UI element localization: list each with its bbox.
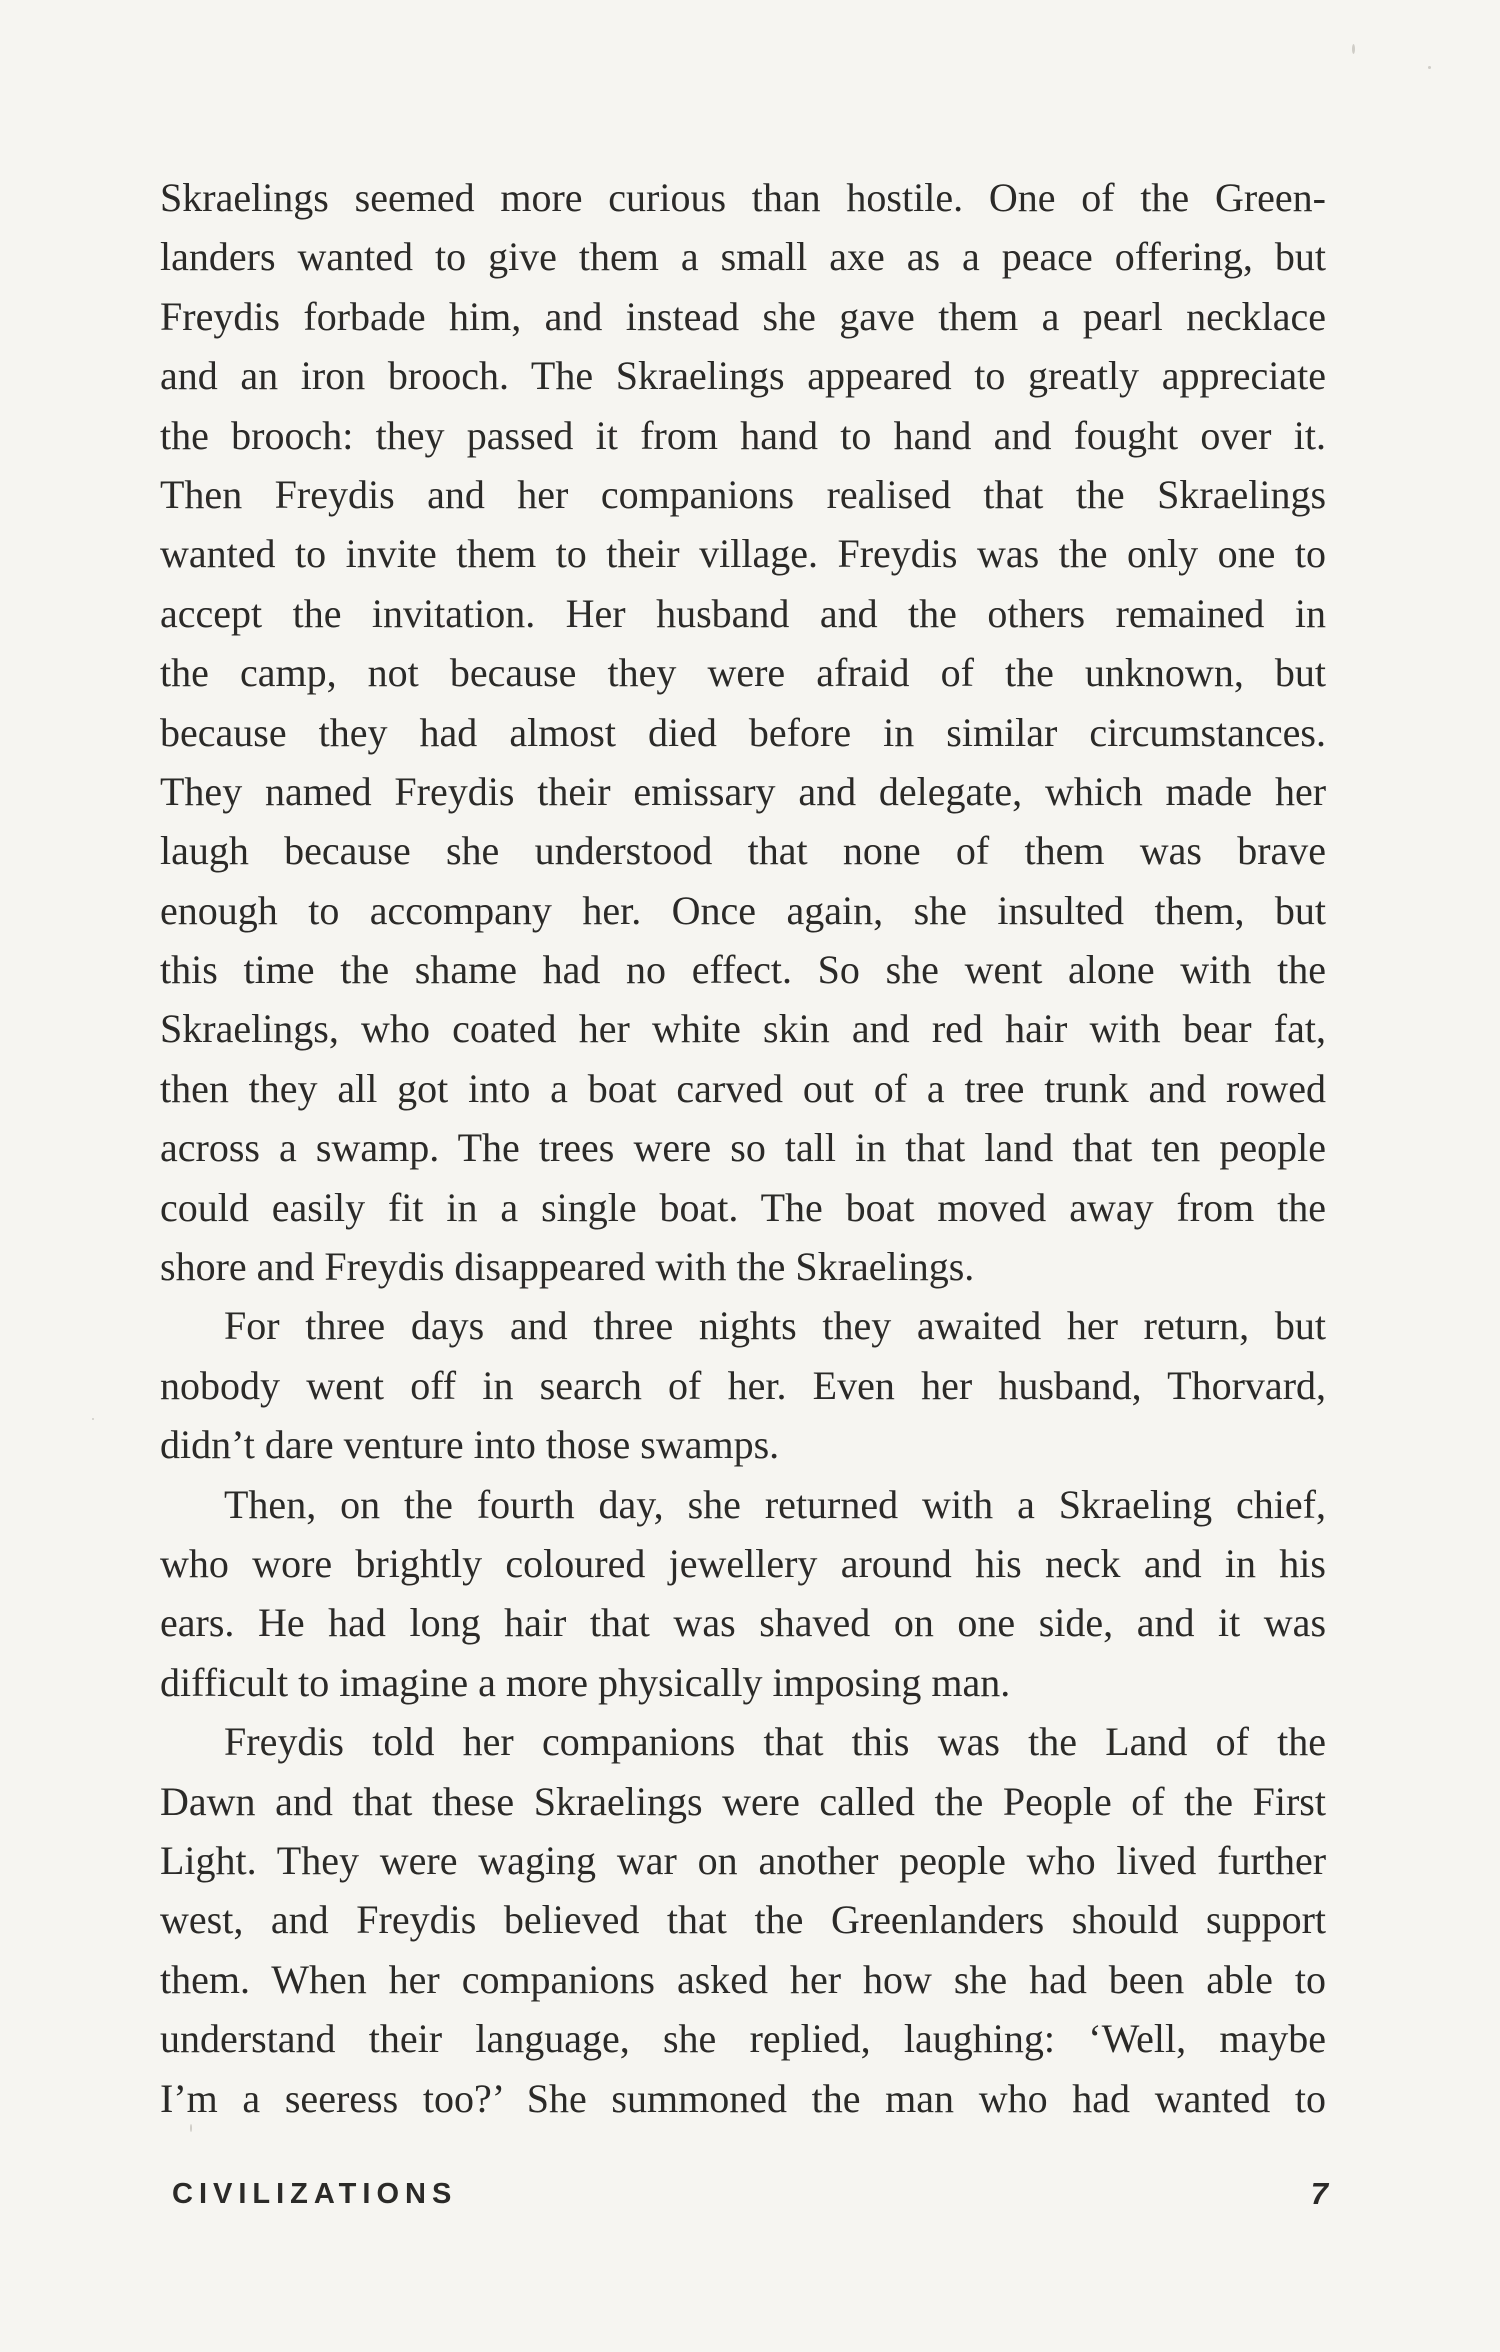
text-line: Freydis told her companions that this was the Land of the (224, 1719, 1326, 1765)
text-line: across a swamp. The trees were so tall in that land that ten people (160, 1125, 1326, 1171)
text-line: wanted to invite them to their village. Freydis was the only one to (160, 531, 1326, 577)
paper-speck (92, 1418, 94, 1420)
text-line: Freydis forbade him, and instead she gave them a pearl necklace (160, 293, 1326, 339)
text-line: I’m a seeress too?’ She summoned the man who had wanted to (160, 2075, 1326, 2121)
text-line: and an iron brooch. The Skraelings appeared to greatly appreciate (160, 353, 1326, 399)
text-line: the camp, not because they were afraid of the unknown, but (160, 650, 1326, 696)
text-line: them. When her companions asked her how she had been able to (160, 1956, 1326, 2002)
text-line: Then, on the fourth day, she returned with a Skraeling chief, (224, 1481, 1326, 1527)
text-line: difficult to imagine a more physically imposing man. (160, 1659, 1011, 1705)
text-line: Light. They were waging war on another people who lived further (160, 1837, 1326, 1883)
text-line: who wore brightly coloured jewellery around his neck and in his (160, 1540, 1326, 1586)
text-line: then they all got into a boat carved out of a tree trunk and rowed (160, 1065, 1326, 1111)
text-line: For three days and three nights they awaited her return, but (224, 1303, 1326, 1349)
text-line: laugh because she understood that none of them was brave (160, 828, 1326, 874)
text-line: accept the invitation. Her husband and the others remained in (160, 590, 1326, 636)
text-line: Skraelings seemed more curious than hostile. One of the Green- (160, 175, 1326, 220)
text-line: because they had almost died before in similar circumstances. (160, 709, 1326, 755)
text-line: They named Freydis their emissary and delegate, which made her (160, 768, 1326, 814)
text-line: didn’t dare venture into those swamps. (160, 1422, 780, 1468)
text-line: this time the shame had no effect. So she went alone with the (160, 947, 1326, 993)
running-title: CIVILIZATIONS (172, 2178, 458, 2210)
text-line: Then Freydis and her companions realised that the Skraelings (160, 471, 1326, 517)
text-line: west, and Freydis believed that the Greenlanders should support (160, 1897, 1326, 1943)
text-line: landers wanted to give them a small axe as a peace offering, but (160, 234, 1326, 280)
text-line: understand their language, she replied, laughing: ‘Well, maybe (160, 2016, 1326, 2062)
text-line: enough to accompany her. Once again, she insulted them, but (160, 887, 1326, 933)
text-line: shore and Freydis disappeared with the Skraelings. (160, 1244, 975, 1290)
text-line: Skraelings, who coated her white skin and red hair with bear fat, (160, 1006, 1326, 1052)
paper-speck (1352, 44, 1355, 54)
text-line: Dawn and that these Skraelings were called the People of the First (160, 1778, 1326, 1824)
page-footer (172, 2178, 1328, 2218)
text-line: ears. He had long hair that was shaved on one side, and it was (160, 1600, 1326, 1646)
text-line: could easily fit in a single boat. The boat moved away from the (160, 1184, 1326, 1230)
body-text (160, 168, 1326, 2128)
page-number: 7 (1310, 2176, 1328, 2211)
text-line: nobody went off in search of her. Even her husband, Thorvard, (160, 1362, 1326, 1408)
paper-speck (1428, 66, 1431, 69)
text-line: the brooch: they passed it from hand to hand and fought over it. (160, 412, 1326, 458)
